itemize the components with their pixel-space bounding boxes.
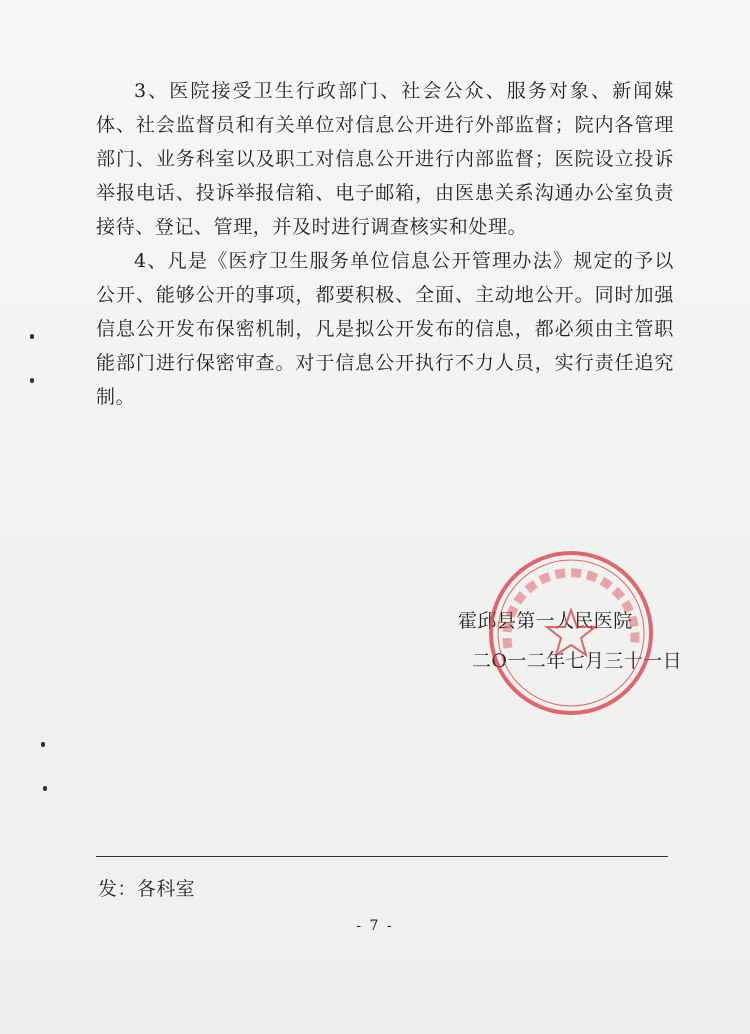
page-number: - 7 - [356, 918, 394, 934]
scan-speck [30, 378, 34, 383]
official-seal-stamp [486, 548, 656, 718]
signature-organization: 霍邱县第一人民医院 [458, 610, 633, 632]
paragraph-3: 3、医院接受卫生行政部门、社会公众、服务对象、新闻媒体、社会监督员和有关单位对信息公开进行外部监督；院内各管理部门、业务科室以及职工对信息公开进行内部监督；医院设立投诉举报电话、投诉举报信箱、电子邮箱，由医患关系沟通办公室负责接待、登记、管理，并及时进行调查核实和处理。 [96, 80, 674, 238]
distribution-line: 发：各科室 [98, 878, 196, 900]
signature-date: 二O一二年七月三十一日 [472, 650, 682, 672]
scan-speck [43, 786, 47, 791]
scan-speck [41, 742, 45, 747]
document-body [96, 74, 674, 414]
footer-divider [96, 856, 668, 857]
paragraph-4: 4、凡是《医疗卫生服务单位信息公开管理办法》规定的予以公开、能够公开的事项，都要积极、全面、主动地公开。同时加强信息公开发布保密机制，凡是拟公开发布的信息，都必须由主管职能部门进行保密审查。对于信息公开执行不力人员，实行责任追究制。 [96, 250, 674, 408]
scan-speck [30, 334, 34, 339]
